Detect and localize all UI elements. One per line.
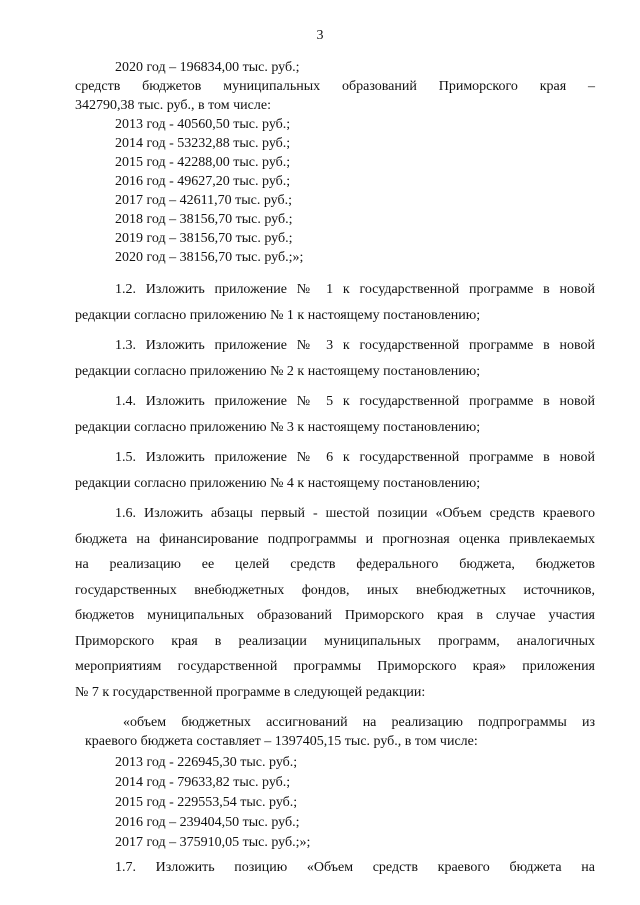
year-amount-line: 2019 год – 38156,70 тыс. руб.; bbox=[115, 231, 293, 246]
item-1-6 bbox=[75, 501, 595, 705]
year-amount-line: 2016 год – 239404,50 тыс. руб.; bbox=[115, 815, 300, 830]
text-line: редакции согласно приложению № 4 к настоящему постановлению; bbox=[75, 475, 481, 491]
funding-regional-years bbox=[75, 753, 595, 853]
item-1-3 bbox=[75, 333, 595, 384]
text-line: 1.2. Изложить приложение № 1 к государственной программе в новой bbox=[115, 282, 595, 297]
text-line: на реализацию ее целей средств федерального бюджета, бюджетов bbox=[75, 557, 595, 572]
text-line: «объем бюджетных ассигнований на реализацию подпрограммы из bbox=[123, 715, 595, 730]
item-1-4 bbox=[75, 389, 595, 440]
year-amount-line: 2017 год – 42611,70 тыс. руб.; bbox=[115, 193, 292, 208]
year-amount-line: 2015 год - 42288,00 тыс. руб.; bbox=[115, 155, 291, 170]
year-amount-line: 2016 год - 49627,20 тыс. руб.; bbox=[115, 174, 291, 189]
quoted-text bbox=[75, 713, 595, 751]
text-line: 1.7. Изложить позицию «Объем средств краевого бюджета на bbox=[115, 860, 595, 875]
text-line: 1.6. Изложить абзацы первый - шестой позиции «Объем средств краевого bbox=[115, 506, 595, 521]
text-line: средств бюджетов муниципальных образований Приморского края – bbox=[75, 79, 595, 94]
year-amount-line: 2017 год – 375910,05 тыс. руб.;»; bbox=[115, 835, 311, 850]
text-line: № 7 к государственной программе в следующей редакции: bbox=[75, 684, 426, 700]
year-amount-line: 2018 год – 38156,70 тыс. руб.; bbox=[115, 212, 293, 227]
text-line: редакции согласно приложению № 1 к настоящему постановлению; bbox=[75, 307, 481, 323]
year-amount-line: 2014 год - 79633,82 тыс. руб.; bbox=[115, 775, 291, 790]
funding-municipal-block bbox=[75, 58, 595, 267]
year-amount-line: 2015 год - 229553,54 тыс. руб.; bbox=[115, 795, 298, 810]
year-amount-line: 2020 год – 38156,70 тыс. руб.;»; bbox=[115, 250, 304, 265]
page-number: 3 bbox=[316, 28, 324, 43]
year-amount-line: 2014 год - 53232,88 тыс. руб.; bbox=[115, 136, 291, 151]
text-line: 1.4. Изложить приложение № 5 к государственной программе в новой bbox=[115, 394, 595, 409]
text-line: Приморского края в реализации муниципальных программ, аналогичных bbox=[75, 633, 595, 649]
year-amount-line: 2013 год - 40560,50 тыс. руб.; bbox=[115, 117, 291, 132]
text-line: 1.3. Изложить приложение № 3 к государственной программе в новой bbox=[115, 338, 595, 353]
text-line: краевого бюджета составляет – 1397405,15 тыс. руб., в том числе: bbox=[85, 734, 478, 749]
text-line: мероприятиям государственной программы Приморского края» приложения bbox=[75, 659, 595, 674]
text-line: редакции согласно приложению № 3 к настоящему постановлению; bbox=[75, 419, 481, 435]
document-body bbox=[75, 58, 595, 878]
text-line: государственных внебюджетных фондов, иных внебюджетных источников, bbox=[75, 582, 595, 598]
item-1-2 bbox=[75, 277, 595, 328]
text-line: бюджетов муниципальных образований Приморского края в случае участия bbox=[75, 608, 595, 623]
text-line: 1.5. Изложить приложение № 6 к государственной программе в новой bbox=[115, 450, 595, 465]
item-1-5 bbox=[75, 445, 595, 496]
text-line: редакции согласно приложению № 2 к настоящему постановлению; bbox=[75, 363, 481, 379]
text-line: 342790,38 тыс. руб., в том числе: bbox=[75, 98, 271, 113]
item-1-7 bbox=[75, 857, 595, 878]
year-amount-line: 2013 год - 226945,30 тыс. руб.; bbox=[115, 755, 298, 770]
text-line: бюджета на финансирование подпрограммы и прогнозная оценка привлекаемых bbox=[75, 531, 595, 547]
text-line: 2020 год – 196834,00 тыс. руб.; bbox=[115, 60, 300, 75]
